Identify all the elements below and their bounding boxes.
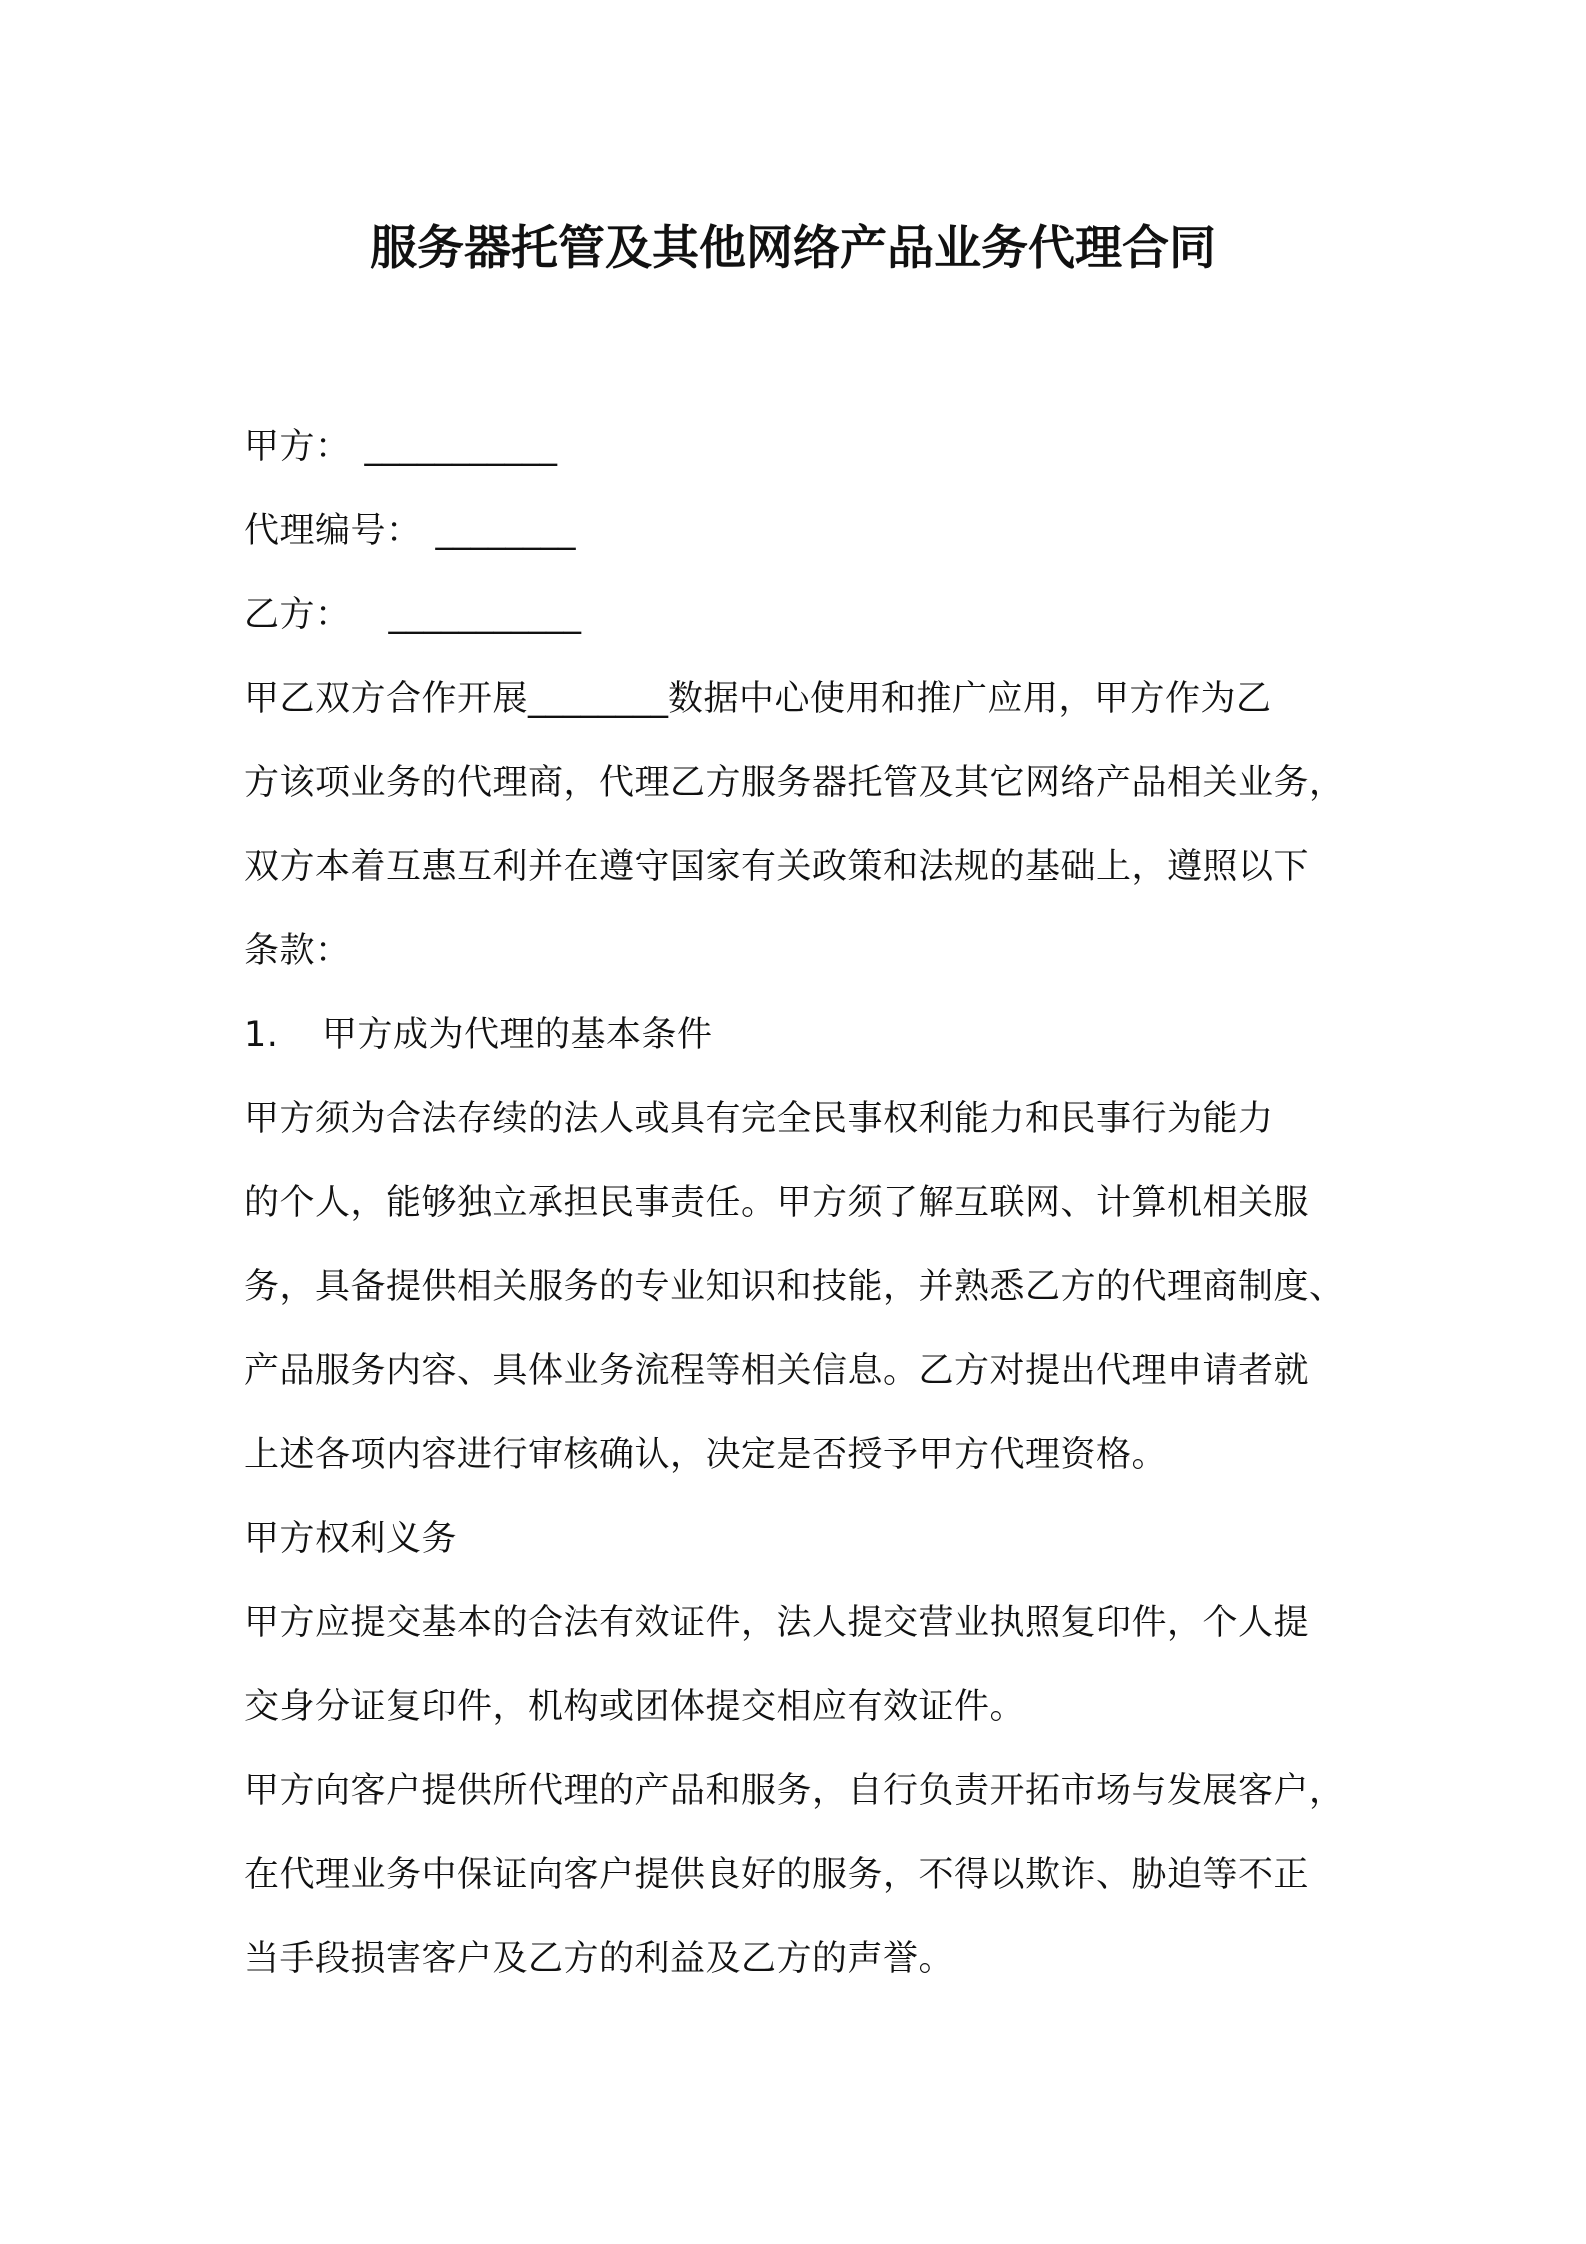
section-2-para-1-line: 交身分证复印件，机构或团体提交相应有效证件。	[244, 1687, 1026, 1727]
section-2-para-2-line: 在代理业务中保证向客户提供良好的服务，不得以欺诈、胁迫等不正	[244, 1855, 1310, 1895]
section-1-number: 1.	[244, 1015, 279, 1055]
document-body	[244, 405, 1364, 2001]
section-1-line: 甲方须为合法存续的法人或具有完全民事权利能力和民事行为能力	[244, 1099, 1274, 1139]
party-a-blank: ___________	[364, 427, 558, 467]
intro-line-1	[244, 657, 1364, 741]
agent-number-blank: ________	[435, 511, 576, 551]
section-2-para-1-line: 甲方应提交基本的合法有效证件，法人提交营业执照复印件，个人提	[244, 1603, 1310, 1643]
intro-line-2: 方该项业务的代理商，代理乙方服务器托管及其它网络产品相关业务，	[244, 763, 1345, 803]
agent-number-field	[244, 489, 1364, 573]
section-2-para-2-line: 当手段损害客户及乙方的利益及乙方的声誉。	[244, 1939, 955, 1979]
section-1-line: 的个人，能够独立承担民事责任。甲方须了解互联网、计算机相关服	[244, 1183, 1310, 1223]
section-1-line: 上述各项内容进行审核确认，决定是否授予甲方代理资格。	[244, 1435, 1168, 1475]
section-1-title: 甲方成为代理的基本条件	[322, 1015, 713, 1055]
section-1-line: 产品服务内容、具体业务流程等相关信息。乙方对提出代理申请者就	[244, 1351, 1310, 1391]
party-a-label: 甲方：	[244, 427, 351, 467]
party-a-field	[244, 405, 1364, 489]
section-1-line: 务，具备提供相关服务的专业知识和技能，并熟悉乙方的代理商制度、	[244, 1267, 1345, 1307]
party-b-field	[244, 573, 1364, 657]
party-b-label: 乙方：	[244, 595, 351, 635]
intro-prefix: 甲乙双方合作开展	[244, 679, 529, 719]
section-2-heading: 甲方权利义务	[244, 1519, 458, 1559]
section-1-heading	[244, 993, 1364, 1077]
intro-suffix: 数据中心使用和推广应用，甲方作为乙	[668, 679, 1272, 719]
agent-number-label: 代理编号：	[244, 511, 422, 551]
intro-blank: ________	[528, 679, 669, 719]
document-title: 服务器托管及其他网络产品业务代理合同	[370, 221, 1216, 276]
section-2-para-2-line: 甲方向客户提供所代理的产品和服务，自行负责开拓市场与发展客户，	[244, 1771, 1345, 1811]
party-b-blank: ___________	[388, 595, 582, 635]
intro-line-3: 双方本着互惠互利并在遵守国家有关政策和法规的基础上，遵照以下	[244, 847, 1310, 887]
intro-line-4: 条款：	[244, 931, 351, 971]
